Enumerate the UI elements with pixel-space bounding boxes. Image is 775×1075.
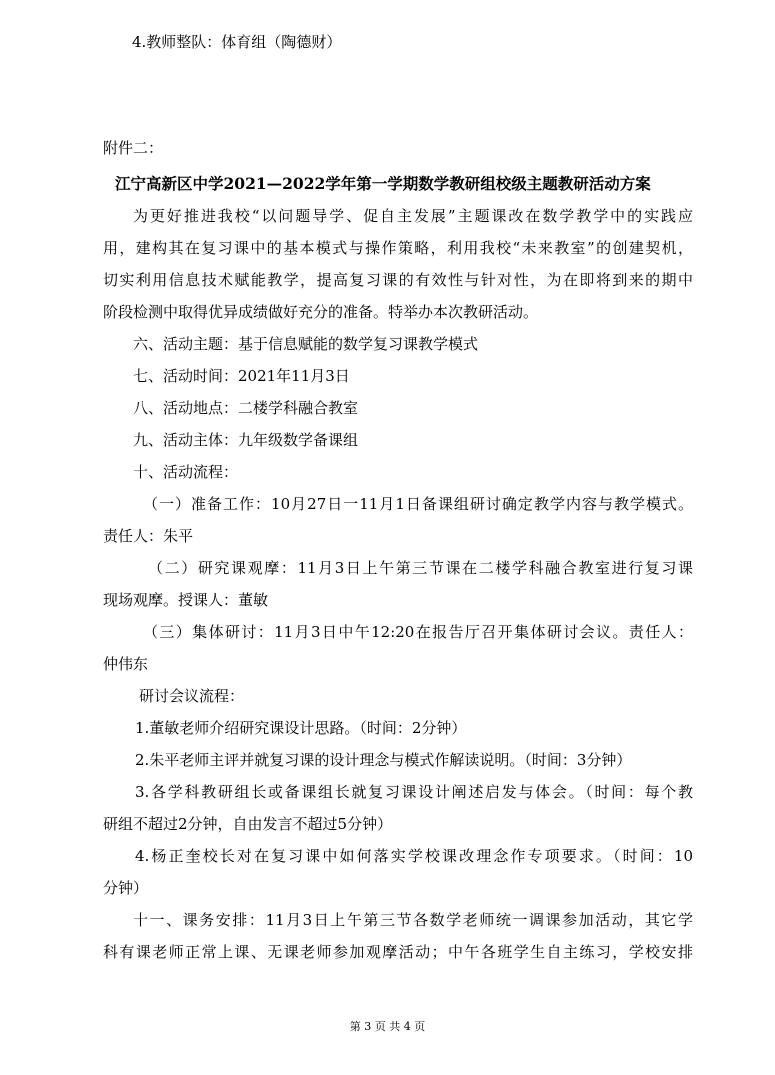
paragraph-line: 用，建构其在复习课中的基本模式与操作策略，利用我校“未来教室”的创建契机， <box>103 239 693 257</box>
text-line-teacher-lineup: 4.教师整队：体育组（陶德财） <box>132 33 342 51</box>
process-step-observation-cont: 现场观摩。授课人：董敏 <box>103 591 269 609</box>
meeting-item: 1.董敏老师介绍研究课设计思路。（时间：2分钟） <box>135 719 467 737</box>
page-footer: 第 3 页 共 4 页 <box>349 1020 426 1033</box>
section-activity-location: 八、活动地点：二楼学科融合教室 <box>133 399 359 417</box>
process-step-observation: （二）研究课观摩：11月3日上午第三节课在二楼学科融合教室进行复习课 <box>148 559 693 577</box>
section-activity-time: 七、活动时间：2021年11月3日 <box>133 367 350 385</box>
process-step-discussion: （三）集体研讨：11月3日中午12:20在报告厅召开集体研讨会议。责任人： <box>143 623 693 641</box>
meeting-item: 2.朱平老师主评并就复习课的设计理念与模式作解读说明。（时间：3分钟） <box>135 751 632 769</box>
meeting-process-heading: 研讨会议流程： <box>139 687 245 705</box>
process-step-preparation-owner: 责任人：朱平 <box>103 527 194 545</box>
attachment-label: 附件二： <box>103 139 164 157</box>
paragraph-line: 阶段检测中取得优异成绩做好充分的准备。特举办本次教研活动。 <box>103 303 539 321</box>
section-activity-process: 十、活动流程： <box>133 463 239 481</box>
meeting-item: 3.各学科教研组长或备课组长就复习课设计阐述启发与体会。（时间：每个教 <box>135 783 693 801</box>
meeting-item-cont: 分钟） <box>103 879 149 897</box>
section-activity-theme: 六、活动主题：基于信息赋能的数学复习课教学模式 <box>133 335 479 353</box>
section-course-arrangement-cont: 科有课老师正常上课、无课老师参加观摩活动；中午各班学生自主练习，学校安排 <box>103 943 693 961</box>
document-title: 江宁高新区中学2021—2022学年第一学期数学教研组校级主题教研活动方案 <box>115 174 651 193</box>
meeting-item-cont: 研组不超过2分钟，自由发言不超过5分钟） <box>103 815 393 833</box>
meeting-item: 4.杨正奎校长对在复习课中如何落实学校课改理念作专项要求。（时间：10 <box>135 847 693 865</box>
paragraph-line: 为更好推进我校“以问题导学、促自主发展”主题课改在数学教学中的实践应 <box>133 207 693 225</box>
process-step-discussion-owner: 仲伟东 <box>103 655 149 673</box>
section-activity-subject: 九、活动主体：九年级数学备课组 <box>133 431 359 449</box>
paragraph-line: 切实利用信息技术赋能教学，提高复习课的有效性与针对性，为在即将到来的期中 <box>103 271 693 289</box>
process-step-preparation: （一）准备工作：10月27日一11月1日备课组研讨确定教学内容与教学模式。 <box>143 495 693 513</box>
section-course-arrangement: 十一、课务安排：11月3日上午第三节各数学老师统一调课参加活动，其它学 <box>133 911 693 929</box>
